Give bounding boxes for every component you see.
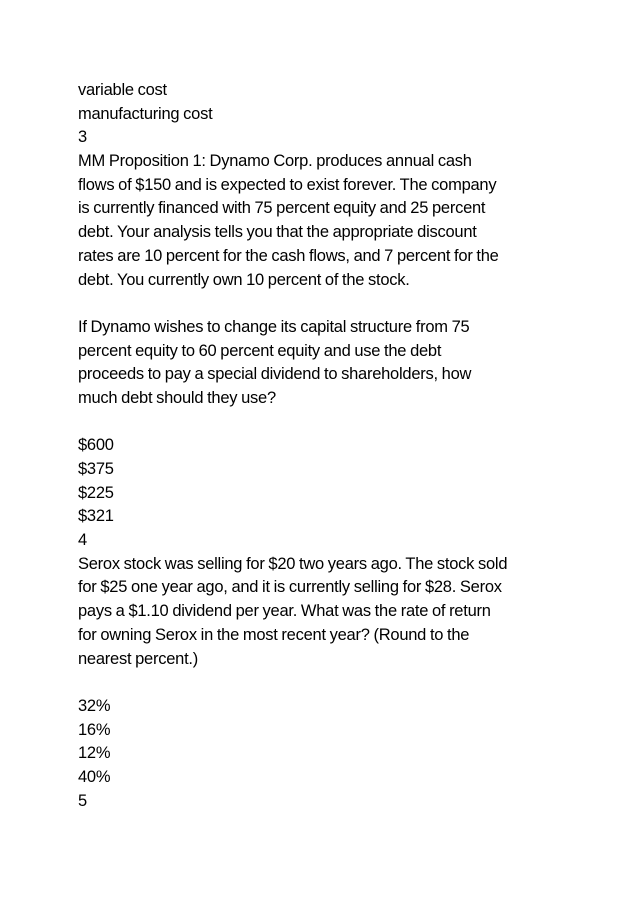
answer-option: 32% xyxy=(78,696,111,715)
question-prompt-line: proceeds to pay a special dividend to shareholders, how xyxy=(78,365,472,384)
question-number: 3 xyxy=(78,128,87,147)
question-number: 4 xyxy=(78,531,87,550)
question-text-line: for $25 one year ago, and it is currently selling for $28. Serox xyxy=(78,578,502,597)
question-prompt-line: percent equity to 60 percent equity and use the debt xyxy=(78,341,442,360)
header-line: variable cost xyxy=(78,81,167,99)
answer-option: 12% xyxy=(78,744,111,763)
question-text-line: debt. You currently own 10 percent of the stock. xyxy=(78,270,410,289)
question-text-line: Serox stock was selling for $20 two years ago. The stock sold xyxy=(78,554,508,573)
question-text-line: MM Proposition 1: Dynamo Corp. produces annual cash xyxy=(78,152,472,171)
answer-option: 40% xyxy=(78,767,111,786)
question-text-line: is currently financed with 75 percent equity and 25 percent xyxy=(78,199,486,218)
question-text-line: rates are 10 percent for the cash flows, and 7 percent for the xyxy=(78,246,499,265)
question-prompt-line: If Dynamo wishes to change its capital structure from 75 xyxy=(78,317,470,336)
blank-line xyxy=(78,411,598,435)
answer-option: $225 xyxy=(78,483,114,502)
question-text-line: debt. Your analysis tells you that the appropriate discount xyxy=(78,223,477,242)
question-text-line: for owning Serox in the most recent year? (Round to the xyxy=(78,625,470,644)
question-number: 5 xyxy=(78,791,87,810)
answer-option: 16% xyxy=(78,720,111,739)
question-text-line: nearest percent.) xyxy=(78,649,198,668)
question-prompt-line: much debt should they use? xyxy=(78,388,276,407)
answer-option: $600 xyxy=(78,436,114,455)
answer-option: $321 xyxy=(78,507,114,526)
answer-option: $375 xyxy=(78,460,114,478)
blank-line xyxy=(78,292,598,316)
document-body xyxy=(78,79,598,813)
question-text-line: pays a $1.10 dividend per year. What was the rate of return xyxy=(78,602,491,621)
question-text-line: flows of $150 and is expected to exist forever. The company xyxy=(78,175,497,194)
header-line: manufacturing cost xyxy=(78,104,213,123)
blank-line xyxy=(78,671,598,695)
